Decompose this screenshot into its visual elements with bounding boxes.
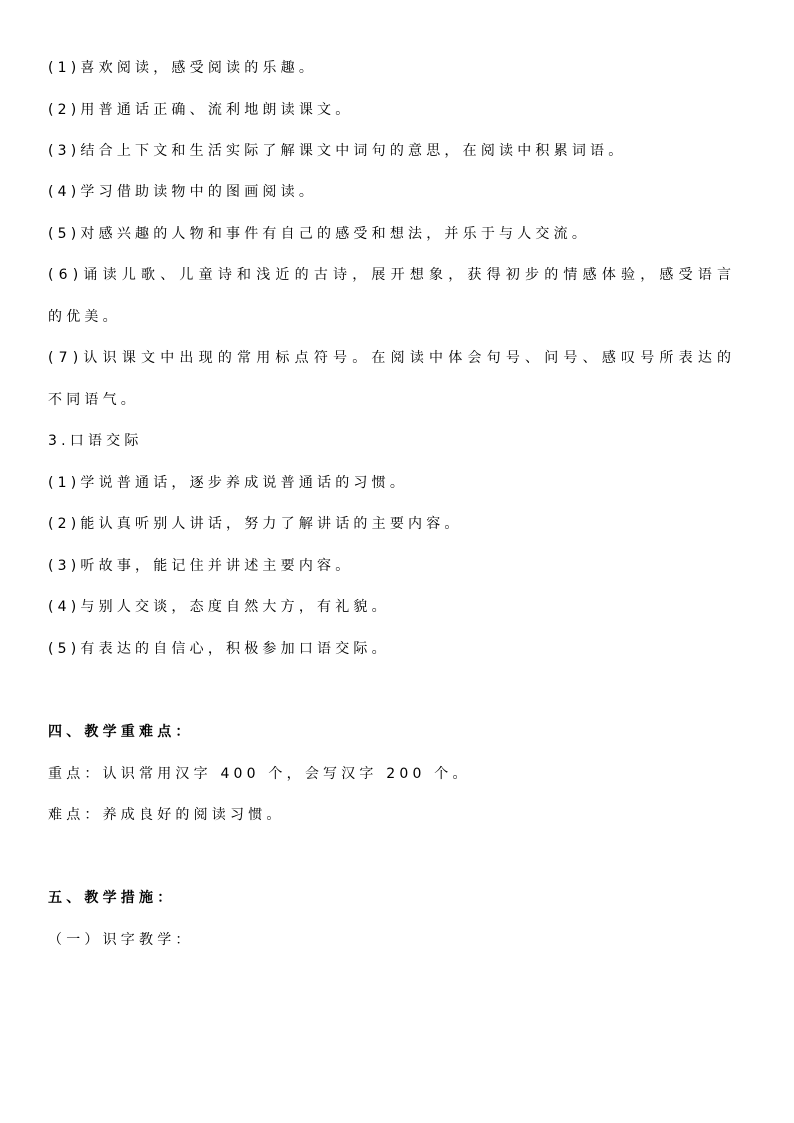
literacy-teaching-subheading: （一）识字教学： — [48, 932, 194, 948]
section-5-heading: 五、教学措施： — [48, 890, 176, 906]
oral-goal-2: (2)能认真听别人讲话，努力了解讲话的主要内容。 — [48, 516, 463, 532]
reading-goal-1: (1)喜欢阅读，感受阅读的乐趣。 — [48, 60, 318, 76]
key-point-text: 重点：认识常用汉字 400 个，会写汉字 200 个。 — [48, 766, 471, 782]
reading-goal-5: (5)对感兴趣的人物和事件有自己的感受和想法，并乐于与人交流。 — [48, 226, 591, 242]
reading-goal-2: (2)用普通话正确、流利地朗读课文。 — [48, 102, 354, 118]
reading-goal-6: (6)诵读儿歌、儿童诗和浅近的古诗，展开想象，获得初步的情感体验，感受语言 — [48, 267, 737, 283]
oral-goal-4: (4)与别人交谈，态度自然大方，有礼貌。 — [48, 599, 390, 615]
difficulty-text: 难点：养成良好的阅读习惯。 — [48, 807, 285, 823]
section-4-heading: 四、教学重难点： — [48, 724, 194, 740]
oral-communication-heading: 3.口语交际 — [48, 433, 143, 449]
reading-goal-7-cont: 不同语气。 — [48, 392, 139, 408]
reading-goal-6-cont: 的优美。 — [48, 309, 121, 325]
reading-goal-7: (7)认识课文中出现的常用标点符号。在阅读中体会句号、问号、感叹号所表达的 — [48, 350, 737, 366]
oral-goal-1: (1)学说普通话，逐步养成说普通话的习惯。 — [48, 475, 409, 491]
oral-goal-5: (5)有表达的自信心，积极参加口语交际。 — [48, 641, 390, 657]
reading-goal-3: (3)结合上下文和生活实际了解课文中词句的意思，在阅读中积累词语。 — [48, 143, 627, 159]
reading-goal-4: (4)学习借助读物中的图画阅读。 — [48, 184, 318, 200]
oral-goal-3: (3)听故事，能记住并讲述主要内容。 — [48, 558, 354, 574]
